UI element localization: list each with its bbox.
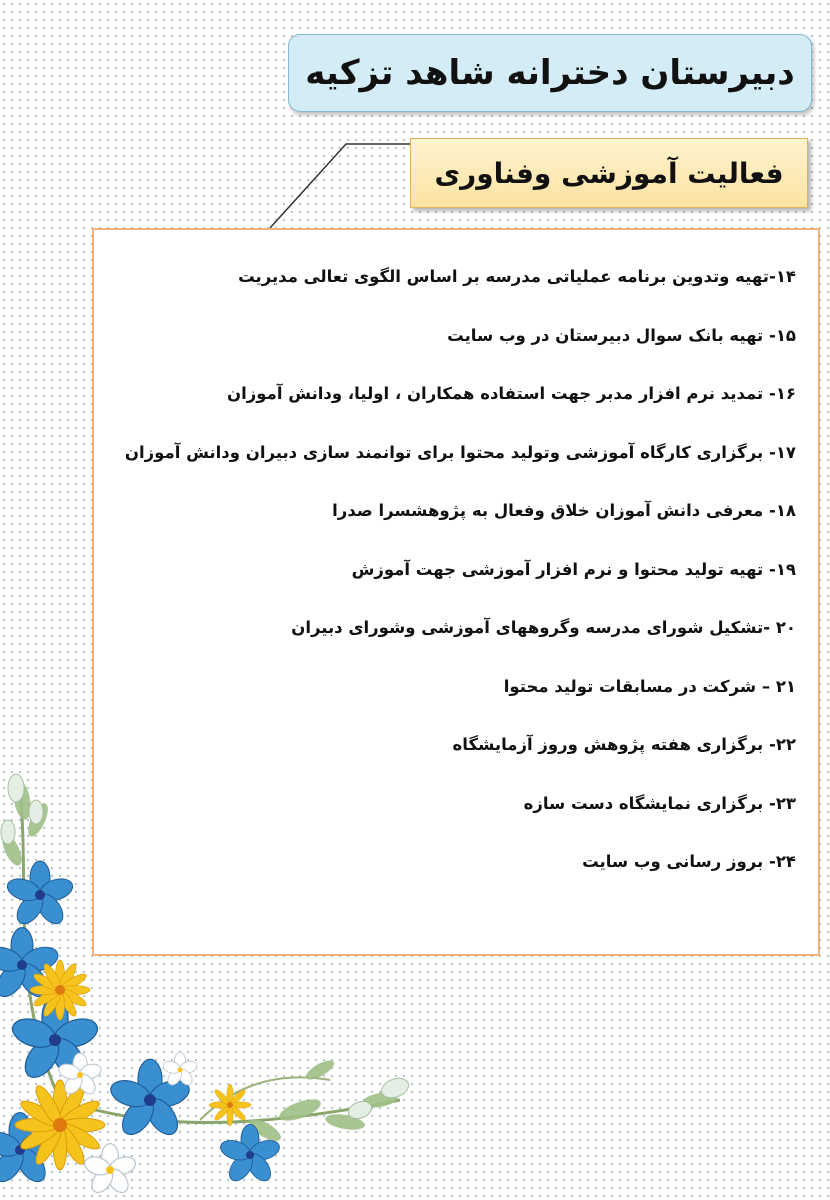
school-title-banner	[288, 34, 812, 112]
activity-item: ۱۵- تهیه بانک سوال دبیرستان در وب سایت	[447, 325, 796, 345]
section-heading-banner	[410, 138, 808, 208]
activity-item: ۲۱ – شرکت در مسابقات تولید محتوا	[503, 676, 796, 696]
activity-item: ۱۶- تمدید نرم افزار مدبر جهت استفاده همکاران ، اولیا، ودانش آموزان	[227, 384, 796, 403]
activity-item: ۲۲- برگزاری هفته پژوهش وروز آزمایشگاه	[452, 735, 796, 754]
activity-item: ۱۷- برگزاری کارگاه آموزشی وتولید محتوا برای توانمند سازی دبیران ودانش آموزان	[124, 442, 796, 462]
activity-item: ۱۴-تهیه وتدوین برنامه عملیاتی مدرسه بر اساس الگوی تعالی مدیریت	[238, 267, 796, 286]
activity-item: ۲۳- برگزاری نمایشگاه دست سازه	[523, 793, 796, 813]
school-title: دبیرستان دخترانه شاهد تزکیه	[305, 53, 795, 93]
activity-item: ۱۸- معرفی دانش آموزان خلاق وفعال به پژوهشسرا صدرا	[332, 501, 796, 520]
activity-item: ۲۴- بروز رسانی وب سایت	[582, 852, 796, 871]
floral-corner-icon	[0, 770, 420, 1200]
activity-item: ۱۹- تهیه تولید محتوا و نرم افزار آموزشی جهت آموزش	[351, 559, 796, 579]
activity-item: ۲۰ -تشکیل شورای مدرسه وگروههای آموزشی وشورای دبیران	[291, 618, 796, 637]
section-heading: فعالیت آموزشی وفناوری	[434, 156, 784, 190]
